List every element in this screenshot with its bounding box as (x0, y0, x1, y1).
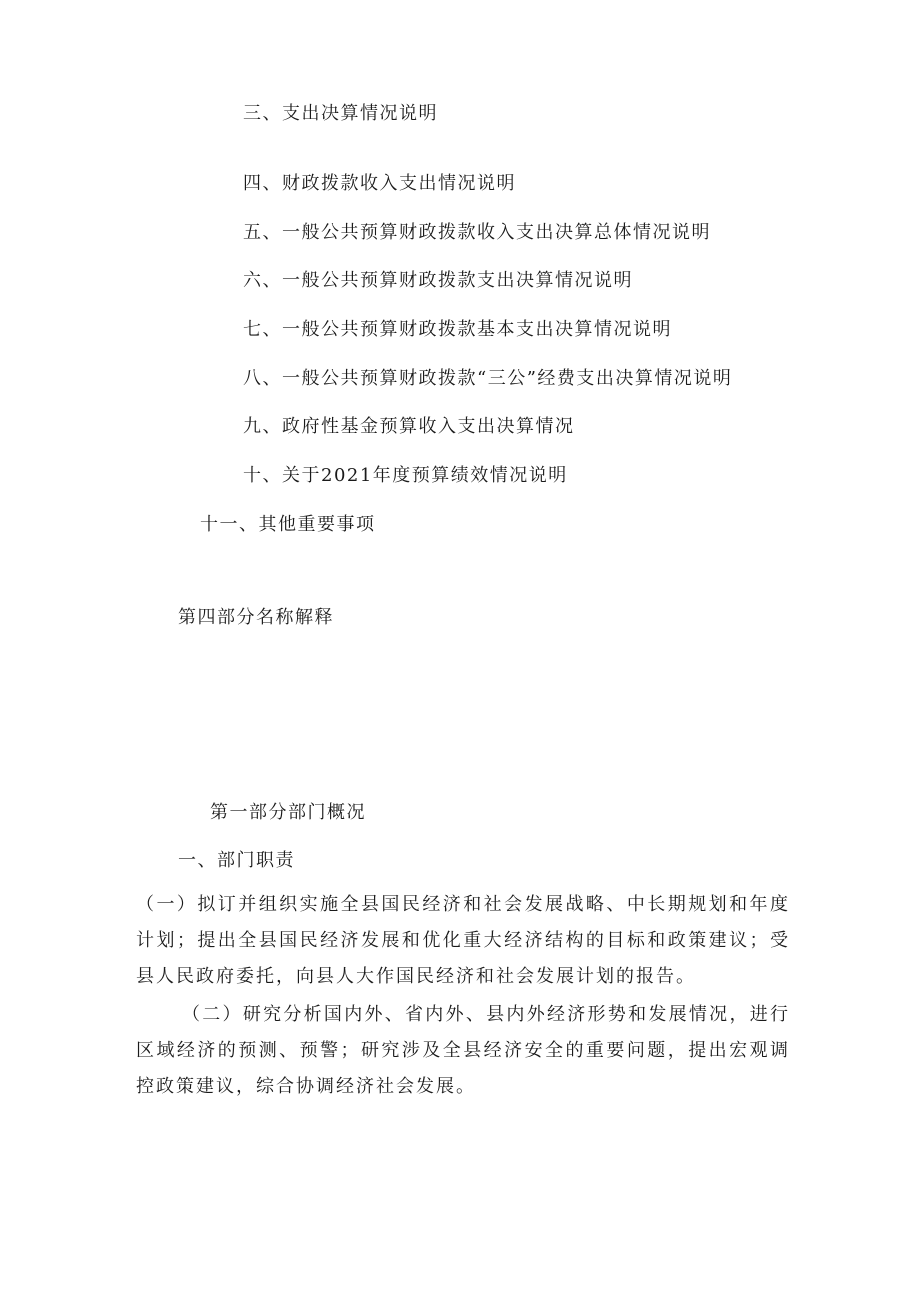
toc-item-6: 六、一般公共预算财政拨款支出决算情况说明 (243, 270, 633, 291)
toc-item-4: 四、财政拨款收入支出情况说明 (243, 173, 516, 194)
part1-heading: 第一部分部门概况 (210, 802, 366, 823)
toc-item-9: 九、政府性基金预算收入支出决算情况 (243, 416, 575, 437)
toc-item-7: 七、一般公共预算财政拨款基本支出决算情况说明 (243, 319, 672, 340)
section1-title: 一、部门职责 (178, 850, 295, 871)
toc-item-8: 八、一般公共预算财政拨款“三公”经费支出决算情况说明 (243, 368, 733, 389)
toc-item-3: 三、支出决算情况说明 (243, 103, 438, 124)
duty-paragraph-1: （一）拟订并组织实施全县国民经济和社会发展战略、中长期规划和年度计划；提出全县国民经济发展和优化重大经济结构的目标和政策建议；受县人民政府委托，向县人大作国民经济和社会发展计划的报告。 (136, 894, 790, 987)
toc-item-10: 十、关于2021年度预算绩效情况说明 (243, 465, 568, 486)
toc-item-5: 五、一般公共预算财政拨款收入支出决算总体情况说明 (243, 222, 711, 243)
toc-item-11: 十一、其他重要事项 (200, 514, 376, 535)
duty-paragraph-2: （二）研究分析国内外、省内外、县内外经济形势和发展情况，进行区域经济的预测、预警；研究涉及全县经济安全的重要问题，提出宏观调控政策建议，综合协调经济社会发展。 (136, 1004, 790, 1097)
part4-heading: 第四部分名称解释 (178, 607, 334, 628)
